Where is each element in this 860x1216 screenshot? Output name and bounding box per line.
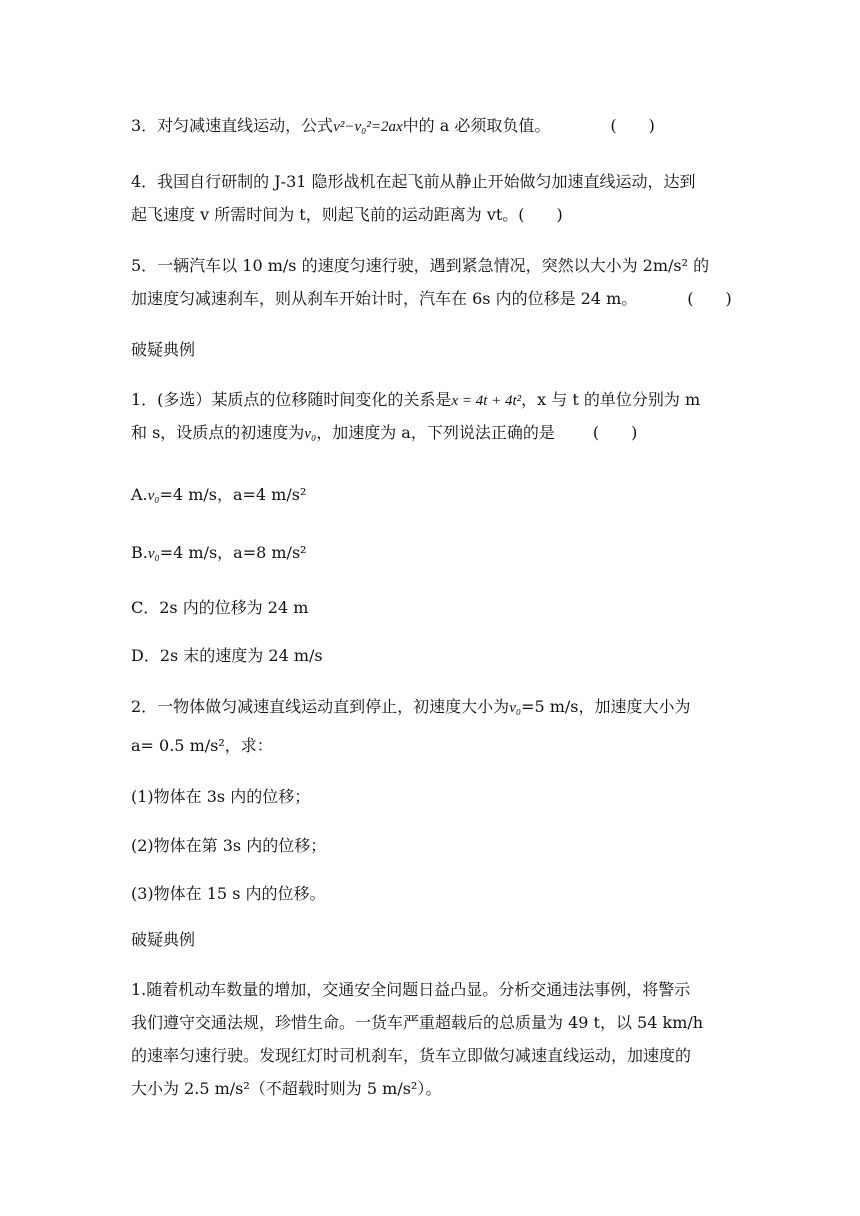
example-3-line-1: 1.随着机动车数量的增加，交通安全问题日益凸显。分析交通违法事例，将警示 [131,980,691,999]
option-b [131,543,307,564]
example-3-line-3: 的速率匀速行驶。发现红灯时司机刹车，货车立即做匀减速直线运动，加速度的 [131,1046,692,1065]
option-a-label: A. [131,485,148,504]
option-b-text: =4 m/s，a=8 m/s² [159,543,307,562]
example-1-text: 1．(多选）某质点的位移随时间变化的关系是 [131,390,452,409]
initial-velocity-symbol: v₀ [509,700,522,716]
example-2-line-2: a= 0.5 m/s²，求： [131,736,273,755]
displacement-formula: x = 4t + 4t² [451,393,522,409]
question-3-text: 3．对匀减速直线运动，公式 [131,116,334,135]
kinematics-formula: v²−v₀²=2ax [333,119,403,135]
answer-paren: ( ) [592,423,638,442]
answer-paren: ( ) [610,116,655,135]
example-1-text-2: 和 s，设质点的初速度为 [131,423,305,442]
question-4-line-1: 4．我国自行研制的 J-31 隐形战机在起飞前从静止开始做匀加速直线运动，达到 [131,172,696,191]
question-5-line-1: 5．一辆汽车以 10 m/s 的速度匀速行驶，遇到紧急情况，突然以大小为 2m/s² 的 [131,256,710,275]
section-heading: 破疑典例 [131,340,196,359]
option-c: C．2s 内的位移为 24 m [131,598,309,617]
option-a [131,485,306,506]
option-d: D．2s 末的速度为 24 m/s [131,646,323,665]
answer-paren: ( ) [687,289,732,308]
example-2-text: 2．一物体做匀减速直线运动直到停止，初速度大小为 [131,697,510,716]
question-4-line-2: 起飞速度 v 所需时间为 t，则起飞前的运动距离为 vt。( ) [131,205,563,224]
initial-velocity-symbol: v₀ [304,426,317,442]
sub-question-2: (2)物体在第 3s 内的位移； [131,836,327,855]
option-a-text: =4 m/s，a=4 m/s² [159,485,307,504]
initial-velocity-symbol: v₀ [147,546,160,562]
initial-velocity-symbol: v₀ [147,488,160,504]
example-1-line-1 [131,390,700,411]
option-b-label: B. [131,543,148,562]
example-2-suffix: =5 m/s，加速度大小为 [521,697,691,716]
example-1-suffix: ，x 与 t 的单位分别为 m [521,390,701,409]
question-3-suffix: 中的 a 必须取负值。 [402,116,551,135]
sub-question-1: (1)物体在 3s 内的位移； [131,787,311,806]
example-2-line-1 [131,697,691,718]
example-1-suffix-2: ，加速度为 a，下列说法正确的是 [316,423,555,442]
question-5-line-2 [131,289,732,309]
example-1-line-2 [131,423,637,444]
question-5-text: 加速度匀减速刹车，则从刹车开始计时，汽车在 6s 内的位移是 24 m。 [131,289,638,308]
example-3-line-4: 大小为 2.5 m/s²（不超载时则为 5 m/s²）。 [131,1079,442,1098]
example-3-line-2: 我们遵守交通法规，珍惜生命。一货车严重超载后的总质量为 49 t，以 54 km/h [131,1013,704,1032]
sub-question-3: (3)物体在 15 s 内的位移。 [131,884,326,903]
question-3 [131,116,655,137]
section-heading: 破疑典例 [131,930,196,949]
